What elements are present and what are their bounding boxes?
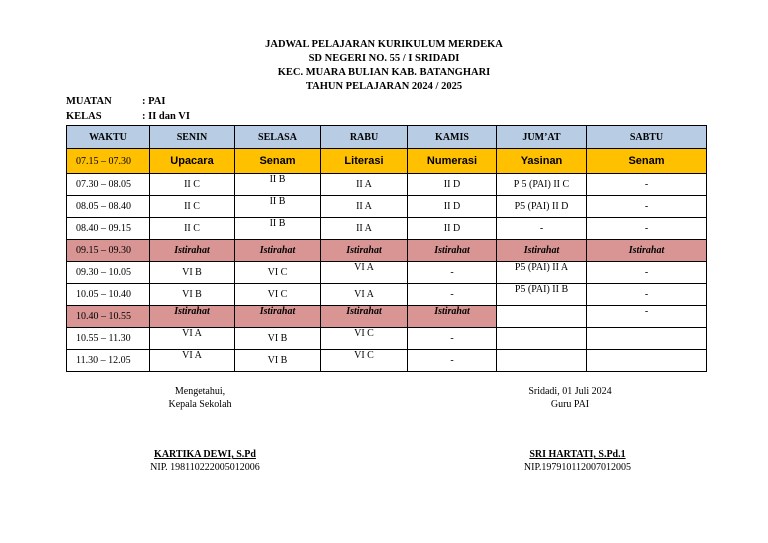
break-cell: Istirahat (150, 306, 235, 328)
principal-name: KARTIKA DEWI, S.Pd (154, 449, 256, 460)
muatan-label: MUATAN (66, 96, 112, 107)
kelas-row (66, 111, 190, 122)
table-cell: VI A (150, 328, 235, 350)
table-row (67, 149, 707, 174)
time-cell: 10.55 – 11.30 (67, 328, 150, 350)
table-cell: VI A (321, 284, 408, 306)
table-cell: - (587, 174, 707, 196)
muatan-value: : PAI (142, 96, 166, 107)
table-cell: - (408, 262, 497, 284)
table-cell: Literasi (321, 149, 408, 174)
district-name: KEC. MUARA BULIAN KAB. BATANGHARI (277, 67, 491, 78)
break-cell: Istirahat (408, 306, 497, 328)
table-row (67, 218, 707, 240)
table-cell (497, 350, 587, 372)
table-cell: P 5 (PAI) II C (497, 174, 587, 196)
break-cell: Istirahat (321, 306, 408, 328)
col-sabtu: SABTU (587, 126, 707, 149)
table-cell: P5 (PAI) II A (497, 262, 587, 284)
time-cell: 11.30 – 12.05 (67, 350, 150, 372)
school-name: SD NEGERI NO. 55 / I SRIDADI (308, 53, 460, 64)
table-row (67, 350, 707, 372)
table-cell (497, 328, 587, 350)
time-cell: 09.15 – 09.30 (67, 240, 150, 262)
table-cell: II D (408, 174, 497, 196)
kelas-value: : II dan VI (142, 111, 190, 122)
break-cell: Istirahat (408, 240, 497, 262)
col-selasa: SELASA (235, 126, 321, 149)
table-row (67, 262, 707, 284)
table-cell: Upacara (150, 149, 235, 174)
break-cell: Istirahat (235, 306, 321, 328)
teacher-title: Guru PAI (550, 399, 590, 410)
table-cell: P5 (PAI) II B (497, 284, 587, 306)
table-cell: VI A (321, 262, 408, 284)
table-row (67, 306, 707, 328)
left-signature-block (130, 385, 270, 411)
table-cell: II C (150, 196, 235, 218)
table-cell: II D (408, 218, 497, 240)
table-cell: II A (321, 218, 408, 240)
teacher-nip: NIP.197910112007012005 (523, 462, 632, 473)
place-date: Sridadi, 01 Juli 2024 (528, 386, 612, 397)
table-cell: VI A (150, 350, 235, 372)
acknowledged-label: Mengetahui, (174, 386, 226, 397)
table-row (67, 174, 707, 196)
table-cell: II B (235, 218, 321, 240)
left-signatory (110, 448, 300, 474)
table-header-row (67, 126, 707, 149)
right-signature-block (500, 385, 640, 411)
table-cell: Numerasi (408, 149, 497, 174)
table-cell: VI B (235, 328, 321, 350)
kelas-label: KELAS (66, 111, 102, 122)
table-cell: - (587, 218, 707, 240)
table-cell: Senam (235, 149, 321, 174)
principal-title: Kepala Sekolah (168, 399, 232, 410)
teacher-name: SRI HARTATI, S.Pd.1 (529, 449, 626, 460)
table-row (67, 284, 707, 306)
principal-nip: NIP. 198110222005012006 (150, 462, 260, 473)
schedule-table (66, 125, 707, 372)
table-cell: VI B (150, 262, 235, 284)
table-cell: VI B (235, 350, 321, 372)
right-signatory (490, 448, 665, 474)
table-cell: II B (235, 174, 321, 196)
table-cell: - (408, 328, 497, 350)
table-cell: VI C (235, 284, 321, 306)
time-cell: 07.30 – 08.05 (67, 174, 150, 196)
time-cell: 08.40 – 09.15 (67, 218, 150, 240)
break-cell: Istirahat (321, 240, 408, 262)
col-senin: SENIN (150, 126, 235, 149)
time-cell: 08.05 – 08.40 (67, 196, 150, 218)
col-waktu: WAKTU (67, 126, 150, 149)
col-rabu: RABU (321, 126, 408, 149)
table-row (67, 196, 707, 218)
doc-title: JADWAL PELAJARAN KURIKULUM MERDEKA (265, 39, 503, 50)
table-cell: - (408, 284, 497, 306)
table-cell: P5 (PAI) II D (497, 196, 587, 218)
break-cell: Istirahat (235, 240, 321, 262)
table-cell: VI C (235, 262, 321, 284)
time-cell: 10.40 – 10.55 (67, 306, 150, 328)
table-cell: II A (321, 174, 408, 196)
break-cell: Istirahat (150, 240, 235, 262)
table-cell (587, 328, 707, 350)
break-cell: Istirahat (587, 240, 707, 262)
table-cell: VI C (321, 350, 408, 372)
time-cell: 09.30 – 10.05 (67, 262, 150, 284)
table-cell: - (587, 196, 707, 218)
table-row (67, 328, 707, 350)
table-cell (587, 350, 707, 372)
col-jumat: JUM’AT (497, 126, 587, 149)
break-cell: Istirahat (497, 240, 587, 262)
table-cell: VI C (321, 328, 408, 350)
table-row (67, 240, 707, 262)
table-cell (497, 306, 587, 328)
table-cell: - (587, 284, 707, 306)
table-cell: - (587, 262, 707, 284)
school-year: TAHUN PELAJARAN 2024 / 2025 (305, 81, 463, 92)
time-cell: 07.15 – 07.30 (67, 149, 150, 174)
table-cell: II C (150, 218, 235, 240)
time-cell: 10.05 – 10.40 (67, 284, 150, 306)
table-cell: Senam (587, 149, 707, 174)
table-cell: Yasinan (497, 149, 587, 174)
table-cell: II B (235, 196, 321, 218)
muatan-row (66, 96, 165, 107)
table-cell: II D (408, 196, 497, 218)
table-cell: II C (150, 174, 235, 196)
table-cell: - (587, 306, 707, 328)
table-cell: - (497, 218, 587, 240)
table-cell: - (408, 350, 497, 372)
table-cell: II A (321, 196, 408, 218)
col-kamis: KAMIS (408, 126, 497, 149)
table-cell: VI B (150, 284, 235, 306)
